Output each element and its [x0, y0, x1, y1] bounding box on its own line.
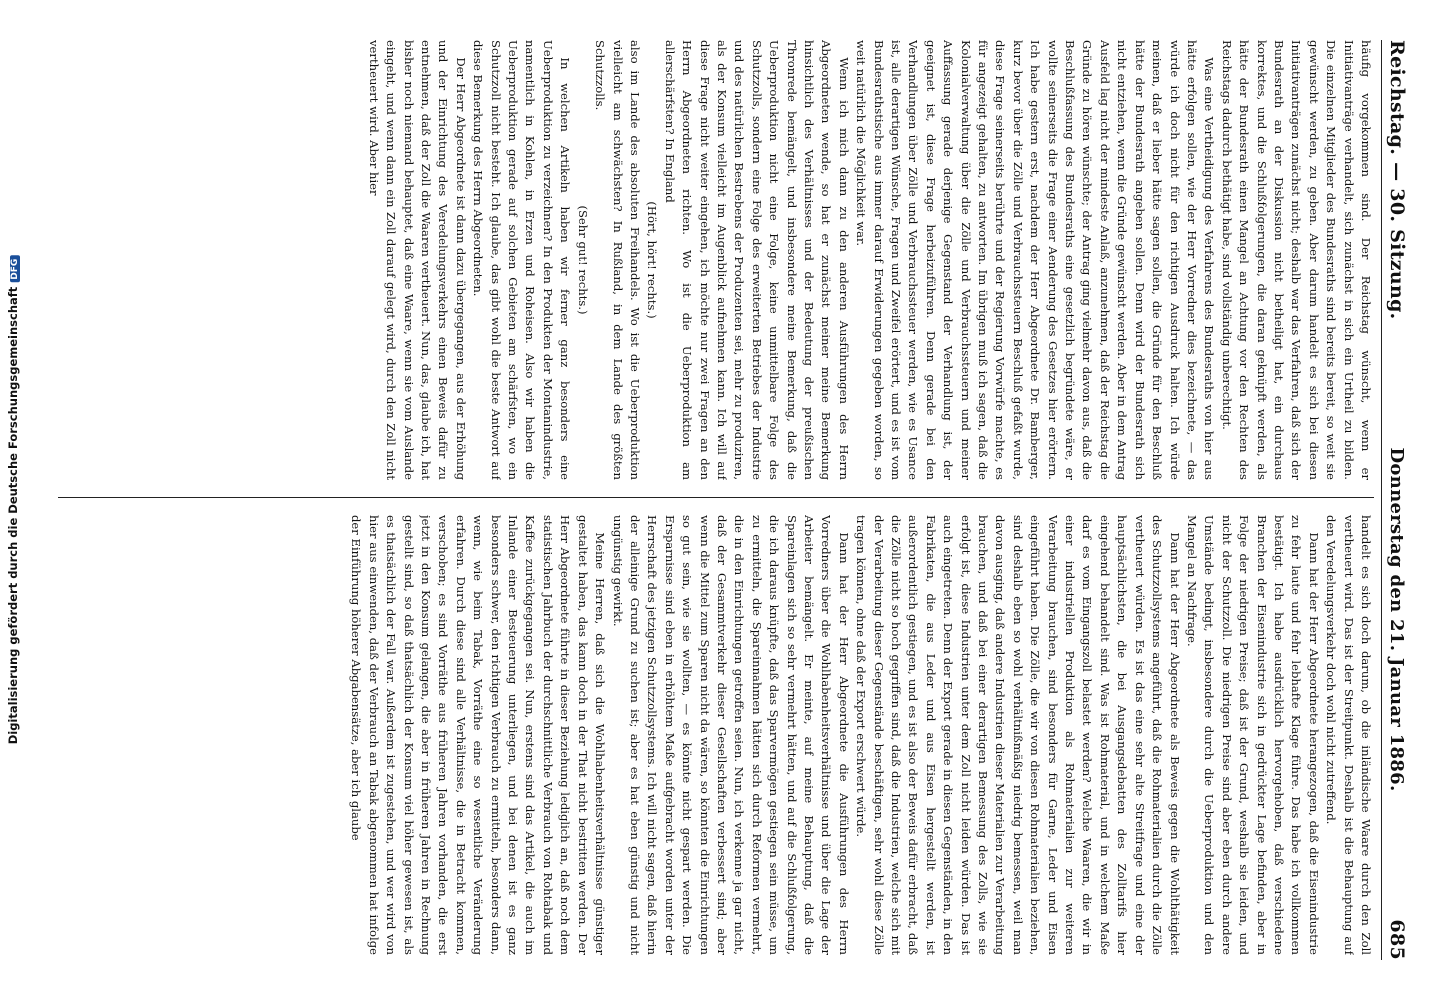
- page-header: [1384, 40, 1410, 960]
- paragraph: Was eine Vertheidigung des Verfahrens des Bundesraths von hier aus hätte erfolgen sollen, wie der Herr Vorredner dies bezeichnete, — das würde ich doch nicht für den richtigen Ausdruck halten. Ich würde meinen, daß er lieber hätte sagen sollen, die Gründe für den Beschluß hätte der Bundesrath angeben sollen. Denn wird der Bundesrath sich nicht entziehen, wenn die Gründe gewünscht werden. Aber in dem Antrag Ausfeld lag nicht der mindeste Anlaß, anzunehmen, daß der Reichstag die Gründe zu hören wünschte; der Antrag ging vielmehr davon aus, daß die Beschlußfassung des Bundesraths eine gesetzlich begründete wäre, er wollte seinerseits die Frage einer Aenderung des Gesetzes hier erörtern. Ich habe gestern erst, nachdem der Herr Abgeordnete Dr. Bamberger, kurz bevor über die Zölle und Verbrauchssteuern Beschluß gefaßt wurde, diese Frage seinerseits berührte und der Regierung Vorwürfe machte, es für angezeigt gehalten, zu antworten. Im übrigen muß ich sagen, daß die Kolonialverwaltung über die Zölle und Verbrauchssteuern und meiner Auffassung gerade derjenige Gegenstand der Verhandlung ist, der geeignet ist, diese Frage herbeizuführen. Denn gerade bei den Verhandlungen über Zölle und Verbrauchssteuer werden, wie es Usance ist, alle derartigen Wünsche, Fragen und Zweifel erörtert, und es ist vom Bundesrathstische aus immer darauf Erwiderungen gegeben worden, so weit natürlich die Möglichkeit war.: [854, 40, 1217, 480]
- paragraph: Der Herr Abgeordnete ist dann dazu übergegangen, aus der Erhöhung und der Einrichtung des Veredelungsverkehrs einen Beweis dafür zu entnehmen, daß der Zoll die Waaren vertheuert. Nun, das, glaube ich, hat bisher noch niemand behauptet, daß eine Waare, wenn sie vom Auslande eingeht, und wenn dann ein Zoll darauf gelegt wird, durch den Zoll nicht vertheuert wird. Aber hier: [366, 40, 468, 480]
- left-column: [58, 40, 1374, 480]
- credit-text: Digitalisierung gefördert durch die Deutsche Forschungsgemeinschaft: [6, 286, 20, 745]
- paragraph: Meine Herren, daß sich die Wohlhabenheitsverhältnisse günstiger gestaltet haben, das kann doch in der That nicht bestritten werden. Der Herr Abgeordnete führte in dieser Beziehung lediglich an, daß noch dem statistischen Jahrbuch der durchschnittliche Verbrauch von Rohtabak und Kaffee zurückgegangen sei. Nun, erstens sind das Artikel, die auch im Inlande einer Besteuerung unterliegen, und bei denen ist es ganz besonders schwer, den richtigen Verbrauch zu ermitteln, besonders dann, wenn, wie beim Tabak, Vorräthe eine so wesentliche Veränderung erfahren. Durch diese sind alle Verhältnisse, die in Betracht kommen, verschoben; es sind Vorräthe aus früheren Jahren vorhanden, die erst jetzt in den Konsum gelangen, die aber in früheren Jahren in Rechnung gestellt sind, so daß thatsächlich der Konsum viel höher gewesen ist, als es thatsächlich der Fall war. Außerdem ist zugestehen, und wer wird von hier aus einwenden, daß der Verbrauch an Tabak abgenommen hat infolge der Einführung höherer Abgabensätze, aber ich glaube: [349, 515, 608, 955]
- interjection: (Hört, hört! rechts.): [645, 201, 660, 319]
- paragraph: Wenn ich mich dann zu den anderen Ausführungen des Herrn Abgeordneten wende, so hat er zunächst meiner meine Bemerkung hinsichtlich des Verhältnisses und der Bedeutung der preußischen Thronrede bemängelt, und insbesondere meine Bemerkung, daß die Ueberproduktion nicht eine Folge, keine unmittelbare Folge des Schutzzolls, sondern eine Folge des erweiterten Betriebes der Industrie und des natürlichen Bestrebens der Produzenten sei, mehr zu produziren, als der Konsum vielleicht im Augenblick aufnehmen kann. Ich will auf diese Frage nicht weiter eingehen, ich möchte nur zwei Fragen an den Herrn Abgeordneten richten. Wo ist die Ueberproduktion am allerschärfsten? In England: [662, 40, 851, 480]
- dfg-logo: DFG: [10, 256, 20, 283]
- paragraph: Dann hat der Herr Abgeordnete herangezogen, daß die Eisenindustrie zu fehr laute und fehr lebhafte Klage führe. Das habe ich vollkommen bestätigt. Ich habe ausdrücklich hervorgehoben, daß verschiedene Branchen der Eisenindustrie sich in gedrückter Lage befinden, aber in Folge der niedrigen Preise; daß ist der Grund, weshalb sie leiden, und nicht der Schutzzoll. Die niedrigen Preise sind aber eben durch andere Umstände bedingt, insbesondere durch die Ueberproduktion und den Mangel an Nachfrage.: [1184, 515, 1321, 955]
- paragraph: In welchen Artikeln haben wir ferner ganz besonders eine Ueberproduktion zu verzeichnen? In den Produkten der Montanindustrie, namentlich in Kohlen, in Erzen und Roheisen. Also wir haben die Ueberproduktion gerade auf solchen Gebieten am schärfsten, wo ein Schutzzoll nicht besteht. Ich glaube, das gibt wohl die beste Antwort auf diese Bemerkung des Herrn Abgeordneten.: [471, 40, 573, 480]
- paragraph: also im Lande des absoluten Freihandels. Wo ist die Ueberproduktion vielleicht am schwächsten? In Rußland, in dem Lande des größten Schutzzolls.: [593, 40, 642, 480]
- scanned-page: [28, 0, 1432, 1000]
- interjection: (Sehr gut! rechts.): [575, 205, 590, 315]
- page-number: 685: [1386, 919, 1408, 960]
- column-divider: [58, 497, 1374, 498]
- paragraph: Dann hat der Herr Abgeordnete als Beweis gegen die Wohlthätigkeit des Schutzzollsystems angeführt, daß die Rohmaterialien durch die Zölle vertheuert würden. Es ist das eine sehr alte Streitfrage und eine der hauptsächlichsten, die bei Ausgangsdebatten des Zolltarifs hier eingehend behandelt sind. Was ist Rohmaterial, und in welchem Maße darf es vom Eingangszoll belastet werden? Welche Waaren, die wir in einer industriellen Produktion als Rohmaterialien zur weiteren Verarbeitung brauchen, sind besonders für Garne, Leder und Eisen eingeführt haben. Die Zölle, die wir von diesen Rohmaterialien beziehen, sind deshalb eben so wohl verhältnißmäßig niedrig bemessen, weil man davon ausging, daß andere Industrien dieser Materialien zur Verarbeitung brauchen, und daß bei einer derartigen Bemessung des Zolls, wie sie erfolgt ist, diese Industrien unter dem Zoll nicht leiden würden. Das ist auch eingetreten. Denn der Export gerade in diesen Gegenständen, in den Fabrikaten, die aus Leder und aus Eisen hergestellt werden, ist außerordentlich gestiegen, und es ist also der Beweis dafür erbracht, daß die Zölle nicht so hoch gegriffen sind, daß die Industrien, welche sich mit der Verarbeitung dieser Gegenstände beschäftigen, sehr wohl diese Zölle tragen können, ohne daß der Export erschwert würde.: [854, 515, 1182, 955]
- header-rule: [1381, 40, 1382, 960]
- header-center: Donnerstag den 21. Januar 1886.: [1386, 447, 1408, 792]
- paragraph: häufig vorgekommen sind. Der Reichstag wünscht, wenn er Initiativanträge verhandelt, sich zunächst in sich ein Urtheil zu bilden. Die einzelnen Mitglieder des Bundesraths sind bereits bereit, so weit sie gewünscht werden, zu geben. Aber darum handelt es sich bei diesen Initiativanträgen zunächst nicht; deshalb war das Verfahren, daß sich der Bundesrath an der Diskussion nicht betheiligt hat, ein durchaus korrektes, und die Schlußfolgerungen, die daran geknüpft werden, als hätte der Bundesrath einen Mangel an Achtung vor den Rechten des Reichstags dadurch bethätigt habe, sind vollständig unberechtigt.: [1219, 40, 1373, 480]
- paragraph: Dann hat der Herr Abgeordnete die Ausführungen des Herrn Vorredners über die Wohlhabenheitsverhältnisse und über die Lage der Arbeiter bemängelt. Er meinte, auf meine Behauptung, daß die Spareinlagen sich so sehr vermehrt hätten, und auf die Schlußfolgerung, die ich daraus knüpfte, daß das Sparvermögen gestiegen sein müsse, um zu ermitteln, die Spareinnahmen hätten sich durch Reformen vermehrt, die in den Einrichtungen getroffen seien. Nun, ich verkenne ja gar nicht, daß der Gesammtverkehr dieser Gesellschaften verbessert sind; aber wenn die Mittel zum Sparen nicht da wären, so könnten die Einrichtungen so gut sein, wie sie wollten, — es könnte nicht gespart werden. Die Ersparnisse sind eben in erhöhtem Maße aufgebracht worden unter der Herrschaft des jetzigen Schutzzollsystems. Ich will nicht sagen, daß hierin der alleinige Grund zu suchen ist; aber es hat eben günstig und nicht ungünstig gewirkt.: [610, 515, 851, 955]
- header-left: Reichstag. — 30. Sitzung.: [1386, 40, 1408, 320]
- digitization-credit-strip: [0, 0, 26, 1000]
- right-column: [58, 515, 1374, 955]
- paragraph: handelt es sich doch darum, ob die inländische Waare durch den Zoll vertheuert wird. Das ist der Streitpunkt. Deshalb ist die Behauptung auf den Veredelungsverkehr doch wohl nicht zutreffend.: [1324, 515, 1373, 955]
- digitization-credit: [6, 256, 20, 745]
- rotated-page-content: [28, 0, 1432, 1000]
